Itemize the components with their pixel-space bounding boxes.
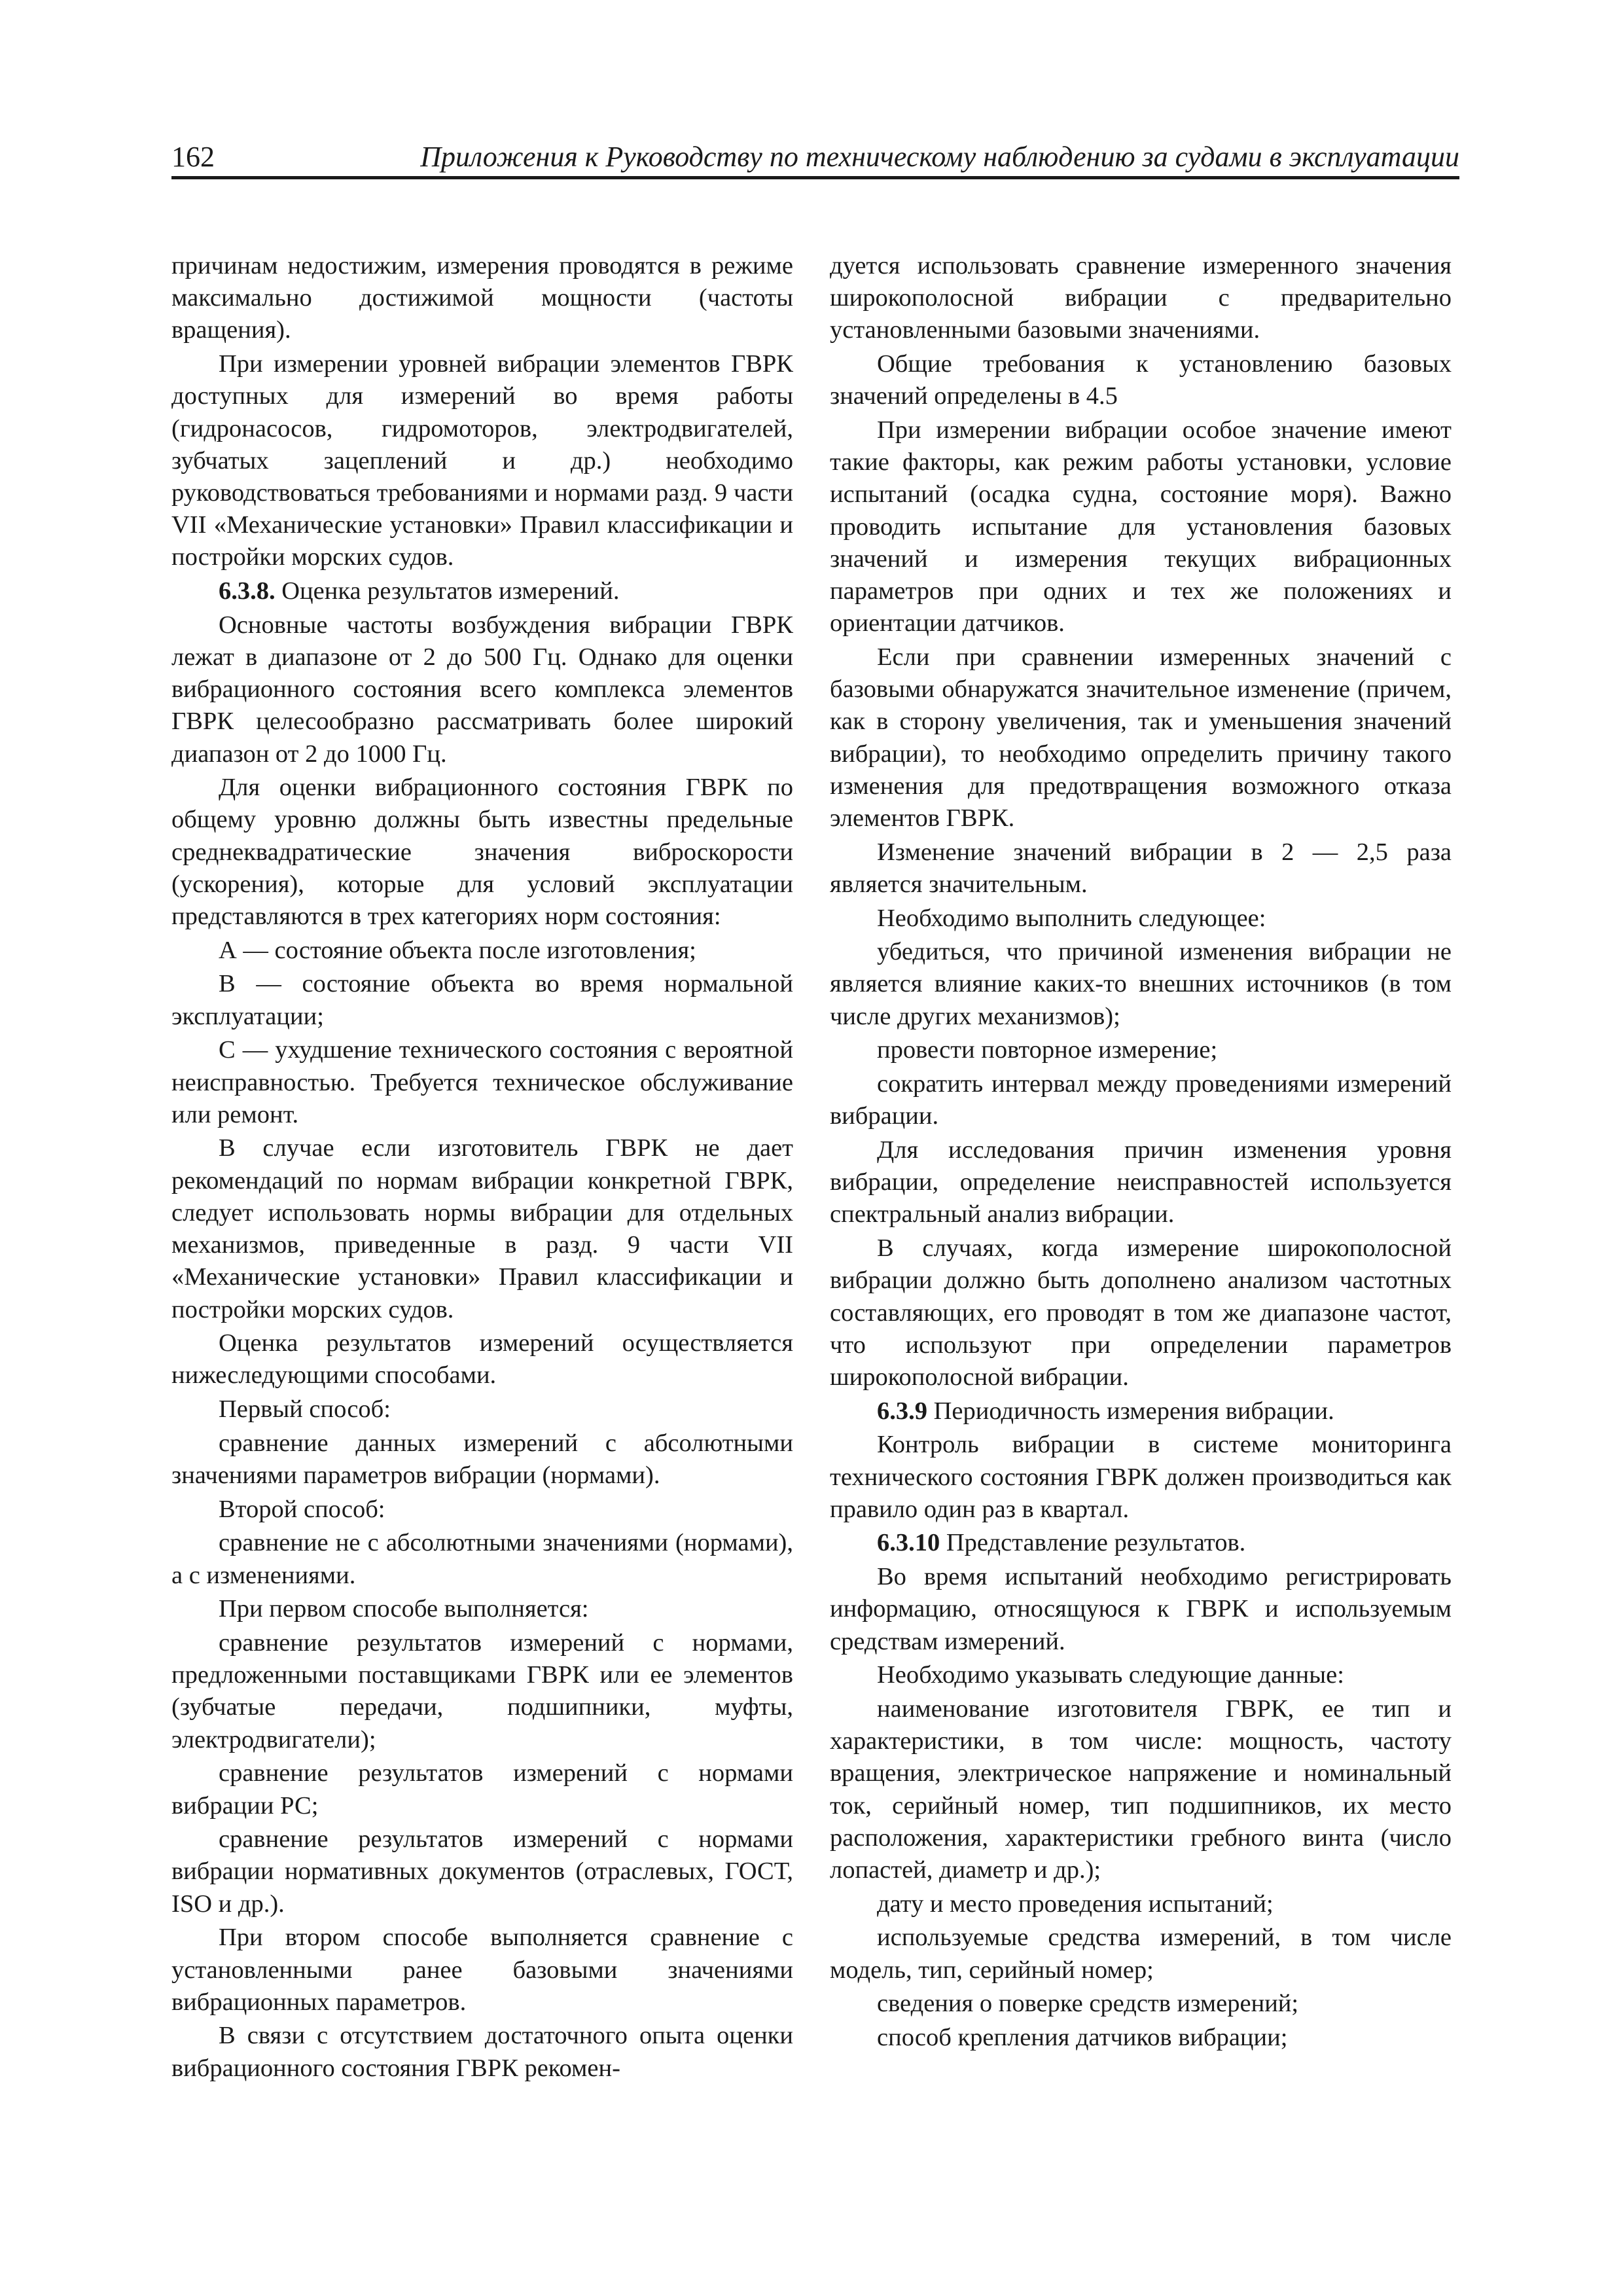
- paragraph-text: Для оценки вибрационного состояния ГВРК по общему уровню должны быть известны предельные среднеквадратические значения виброскорости (ускорения), которые для условий эксплуатации представляются в трех категориях норм состояния:: [171, 774, 793, 931]
- paragraph: [830, 414, 1452, 639]
- paragraph: [171, 772, 793, 933]
- paragraph-text: Необходимо выполнить следующее:: [877, 904, 1266, 932]
- paragraph-text: В связи с отсутствием достаточного опыта оценки вибрационного состояния ГВРК рекомен-: [171, 2022, 793, 2082]
- paragraph-text: Изменение значений вибрации в 2 — 2,5 раза является значительным.: [830, 838, 1452, 898]
- paragraph: [830, 1034, 1452, 1066]
- header-rule: [171, 176, 1459, 179]
- paragraph: [830, 1988, 1452, 2020]
- paragraph: [171, 1393, 793, 1426]
- paragraph: [171, 1627, 793, 1756]
- paragraph: [171, 609, 793, 770]
- paragraph: [171, 968, 793, 1032]
- paragraph-text: Необходимо указывать следующие данные:: [877, 1661, 1344, 1689]
- paragraph: [830, 1134, 1452, 1231]
- paragraph-text: провести повторное измерение;: [877, 1036, 1218, 1064]
- paragraph-text: Первый способ:: [219, 1395, 391, 1424]
- paragraph: [171, 1922, 793, 2018]
- paragraph: [171, 2020, 793, 2084]
- paragraph-text: способ крепления датчиков вибрации;: [877, 2023, 1288, 2051]
- paragraph: [830, 2022, 1452, 2054]
- paragraph: [830, 903, 1452, 935]
- paragraph: [171, 1527, 793, 1591]
- paragraph-text: причинам недостижим, измерения проводятся в режиме максимально достижимой мощности (частоты вращения).: [171, 252, 793, 344]
- paragraph-text: Для исследования причин изменения уровня вибрации, определение неисправностей используется спектральный анализ вибрации.: [830, 1136, 1452, 1229]
- paragraph-text: При втором способе выполняется сравнение с установленными ранее базовыми значениями вибрационных параметров.: [171, 1924, 793, 2016]
- paragraph: [171, 1132, 793, 1325]
- paragraph: [830, 836, 1452, 901]
- paragraph-text: В случаях, когда измерение широкополосной вибрации должно быть дополнено анализом частотных составляющих, его проводят в том же диапазоне частот, что используют при определении параметров широкополосной вибрации.: [830, 1234, 1452, 1391]
- paragraph-text: Во время испытаний необходимо регистрировать информацию, относящуюся к ГВРК и используемым средствам измерений.: [830, 1563, 1452, 1655]
- paragraph-text: Если при сравнении измеренных значений с базовыми обнаружатся значительное изменение (причем, как в сторону увеличения, так и уменьшения значений вибрации), то необходимо определить причину такого изменения для предотвращения возможного отказа элементов ГВРК.: [830, 643, 1452, 832]
- paragraph: [171, 348, 793, 573]
- paragraph: [830, 250, 1452, 347]
- paragraph-text: Оценка результатов измерений осуществляется нижеследующими способами.: [171, 1329, 793, 1390]
- page-header: [171, 136, 1459, 178]
- paragraph-text: Основные частоты возбуждения вибрации ГВРК лежат в диапазоне от 2 до 500 Гц. Однако для оценки вибрационного состояния всего комплекса элементов ГВРК целесообразно рассматривать более широкий диапазон от 2 до 1000 Гц.: [171, 611, 793, 768]
- paragraph: [171, 1823, 793, 1920]
- paragraph: [830, 1561, 1452, 1658]
- paragraph: [171, 1494, 793, 1526]
- paragraph-text: В — состояние объекта во время нормальной эксплуатации;: [171, 970, 793, 1030]
- paragraph-text: сравнение результатов измерений с нормами, предложенными поставщиками ГВРК или ее элементов (зубчатые передачи, подшипники, муфты, электродвигатели);: [171, 1629, 793, 1753]
- paragraph-text: дату и место проведения испытаний;: [877, 1890, 1274, 1918]
- page-number: 162: [171, 141, 215, 173]
- paragraph-text: При первом способе выполняется:: [219, 1595, 589, 1623]
- running-title: Приложения к Руководству по техническому наблюдению за судами в эксплуатации: [420, 141, 1459, 173]
- section-number: 6.3.9: [877, 1397, 927, 1425]
- paragraph-text: наименование изготовителя ГВРК, ее тип и характеристики, в том числе: мощность, частоту вращения, электрическое напряжение и номинальный ток, серийный номер, тип подшипников, их место расположения, характеристики гребного винта (число лопастей, диаметр и др.);: [830, 1695, 1452, 1884]
- paragraph: [830, 1395, 1452, 1427]
- paragraph-text: Периодичность измерения вибрации.: [927, 1397, 1334, 1425]
- paragraph: [171, 1593, 793, 1625]
- paragraph-text: Контроль вибрации в системе мониторинга технического состояния ГВРК должен производиться как правило один раз в квартал.: [830, 1431, 1452, 1523]
- paragraph-text: А — состояние объекта после изготовления;: [219, 936, 696, 964]
- paragraph: [171, 1327, 793, 1391]
- paragraph: [830, 1527, 1452, 1559]
- paragraph: [171, 1757, 793, 1821]
- paragraph: [830, 1429, 1452, 1526]
- paragraph: [830, 1693, 1452, 1886]
- paragraph: [830, 348, 1452, 412]
- paragraph-text: Оценка результатов измерений.: [275, 577, 620, 605]
- section-number: 6.3.8.: [219, 577, 276, 605]
- paragraph-text: сравнение не с абсолютными значениями (нормами), а с изменениями.: [171, 1529, 793, 1589]
- paragraph-text: сравнение результатов измерений с нормами вибрации РС;: [171, 1759, 793, 1820]
- paragraph: [830, 1922, 1452, 1986]
- paragraph: [171, 250, 793, 347]
- paragraph: [171, 1034, 793, 1131]
- paragraph-text: используемые средства измерений, в том числе модель, тип, серийный номер;: [830, 1924, 1452, 1984]
- paragraph-text: Второй способ:: [219, 1495, 385, 1523]
- paragraph-text: В случае если изготовитель ГВРК не дает рекомендаций по нормам вибрации конкретной ГВРК, следует использовать нормы вибрации для отдельных механизмов, приведенные в разд. 9 части VII «Механические установки» Правил классификации и постройки морских судов.: [171, 1134, 793, 1323]
- paragraph: [171, 935, 793, 967]
- paragraph-text: дуется использовать сравнение измеренного значения широкополосной вибрации с предварительно установленными базовыми значениями.: [830, 252, 1452, 344]
- paragraph: [171, 575, 793, 607]
- paragraph: [830, 641, 1452, 834]
- left-column: [171, 250, 793, 2086]
- paragraph: [830, 1888, 1452, 1920]
- paragraph-text: убедиться, что причиной изменения вибрации не является влияние каких-то внешних источников (в том числе других механизмов);: [830, 938, 1452, 1030]
- paragraph-text: С — ухудшение технического состояния с вероятной неисправностью. Требуется техническое обслуживание или ремонт.: [171, 1036, 793, 1128]
- paragraph: [830, 1232, 1452, 1393]
- paragraph: [830, 1068, 1452, 1132]
- section-number: 6.3.10: [877, 1529, 940, 1557]
- paragraph-text: сведения о поверке средств измерений;: [877, 1990, 1299, 2018]
- paragraph-text: сравнение данных измерений с абсолютными значениями параметров вибрации (нормами).: [171, 1429, 793, 1490]
- paragraph-text: Представление результатов.: [940, 1529, 1246, 1557]
- paragraph: [830, 1659, 1452, 1691]
- paragraph-text: сравнение результатов измерений с нормами вибрации нормативных документов (отраслевых, ГОСТ, ISO и др.).: [171, 1825, 793, 1918]
- paragraph-text: сократить интервал между проведениями измерений вибрации.: [830, 1070, 1452, 1130]
- paragraph-text: При измерении уровней вибрации элементов ГВРК доступных для измерений во время работы (гидронасосов, гидромоторов, электродвигателей, зубчатых зацеплений и др.) необходимо руководствоваться требованиями и нормами разд. 9 части VII «Механические установки» Правил классификации и постройки морских судов.: [171, 350, 793, 571]
- paragraph-text: Общие требования к установлению базовых значений определены в 4.5: [830, 350, 1452, 410]
- paragraph: [171, 1427, 793, 1492]
- paragraph: [830, 936, 1452, 1033]
- paragraph-text: При измерении вибрации особое значение имеют такие факторы, как режим работы установки, условие испытаний (осадка судна, состояние моря). Важно проводить испытание для установления базовых значений и измерения текущих вибрационных параметров при одних и тех же положениях и ориентации датчиков.: [830, 416, 1452, 637]
- right-column: [830, 250, 1452, 2056]
